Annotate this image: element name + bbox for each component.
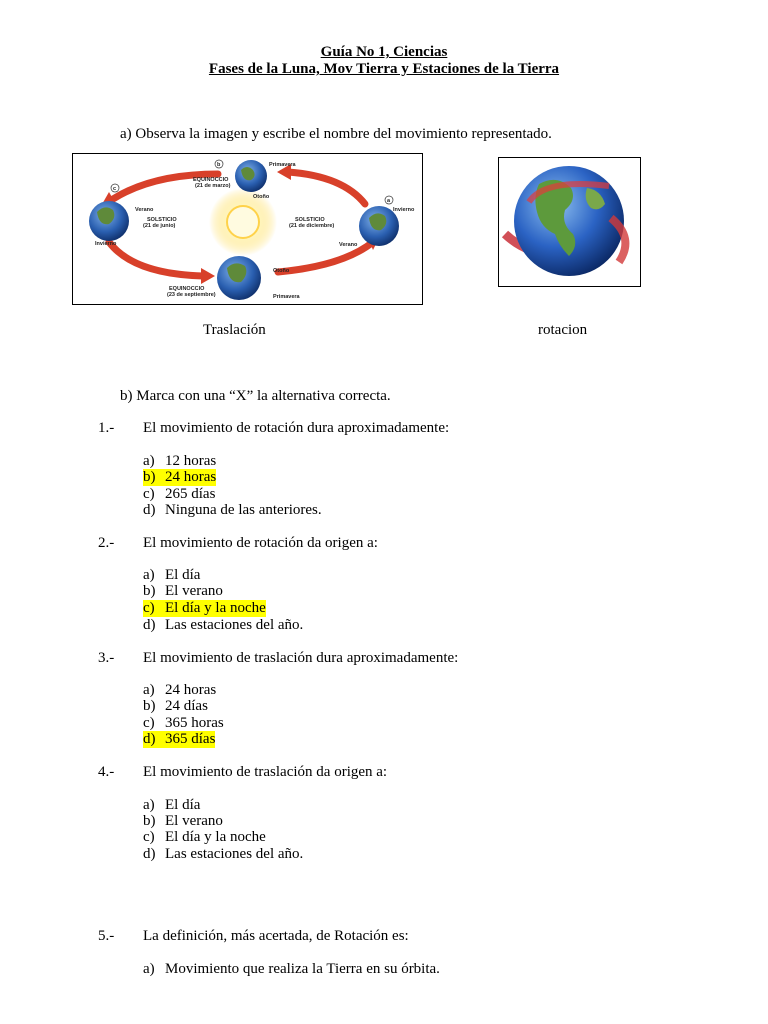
orbit-arrow-top-right [288, 172, 365, 204]
question-1-text: El movimiento de rotación dura aproximadamente: [143, 420, 450, 436]
question-4-option-b[interactable]: b) El verano [143, 813, 223, 829]
label-verano-right: Verano [339, 242, 358, 248]
label-c: c [113, 186, 117, 192]
earth-bottom-icon [217, 256, 261, 300]
label-invierno-right: Invierno [393, 207, 415, 213]
question-2-number: 2.- [98, 535, 115, 551]
answer-translation: Traslación [203, 322, 266, 338]
question-4-number: 4.- [98, 764, 115, 780]
earth-top-icon [235, 160, 267, 192]
question-1-option-a[interactable]: a) 12 horas [143, 453, 217, 469]
section-b-instruction: b) Marca con una “X” la alternativa correcta. [120, 388, 391, 404]
label-b: b [217, 162, 221, 168]
question-2-option-c[interactable]: c) El día y la noche [143, 600, 266, 616]
orbit-arrow-bottom-right [278, 242, 373, 272]
label-equinoccio-bottom-date: (23 de septiembre) [167, 292, 216, 298]
document-title: Guía No 1, Ciencias [320, 44, 448, 60]
question-3-text: El movimiento de traslación dura aproximadamente: [143, 650, 459, 666]
question-4-text: El movimiento de traslación da origen a: [143, 764, 388, 780]
question-2-option-b[interactable]: b) El verano [143, 583, 223, 599]
question-1-option-c[interactable]: c) 265 días [143, 486, 216, 502]
label-invierno-left: Invierno [95, 241, 117, 247]
label-equinoccio-top-date: (21 de marzo) [195, 183, 231, 189]
question-1-number: 1.- [98, 420, 115, 436]
label-solsticio-left-date: (21 de junio) [143, 223, 176, 229]
translation-diagram [72, 153, 423, 305]
rotation-image [498, 157, 641, 287]
label-solsticio-right: SOLSTICIO [295, 217, 325, 223]
label-solsticio-left: SOLSTICIO [147, 217, 177, 223]
question-5-text: La definición, más acertada, de Rotación es: [143, 928, 409, 944]
question-4-option-c[interactable]: c) El día y la noche [143, 829, 266, 845]
question-1-option-d[interactable]: d) Ninguna de las anteriores. [143, 502, 322, 518]
question-3-option-b[interactable]: b) 24 días [143, 698, 208, 714]
question-3-option-a[interactable]: a) 24 horas [143, 682, 217, 698]
orbit-arrow-bottom-left [109, 242, 203, 276]
label-primavera-top: Primavera [269, 162, 296, 168]
question-2-text: El movimiento de rotación da origen a: [143, 535, 378, 551]
document-subtitle: Fases de la Luna, Mov Tierra y Estaciones de la Tierra [208, 61, 560, 77]
question-1-option-b[interactable]: b) 24 horas [143, 469, 217, 485]
label-solsticio-right-date: (21 de diciembre) [289, 223, 335, 229]
label-otono-top: Otoño [253, 194, 270, 200]
earth-left-icon [89, 201, 129, 241]
question-3-number: 3.- [98, 650, 115, 666]
section-a-instruction: a) Observa la imagen y escribe el nombre del movimiento representado. [120, 126, 552, 142]
globe-icon [499, 158, 640, 286]
question-4-option-a[interactable]: a) El día [143, 797, 201, 813]
label-equinoccio-bottom: EQUINOCCIO [169, 286, 205, 292]
question-3-option-d[interactable]: d) 365 días [143, 731, 216, 747]
question-5-option-a[interactable]: a) Movimiento que realiza la Tierra en su órbita. [143, 961, 440, 977]
orbit-illustration [73, 154, 422, 304]
question-5-number: 5.- [98, 928, 115, 944]
question-3-option-c[interactable]: c) 365 horas [143, 715, 224, 731]
question-2-option-a[interactable]: a) El día [143, 567, 201, 583]
question-4-option-d[interactable]: d) Las estaciones del año. [143, 846, 304, 862]
label-equinoccio-top: EQUINOCCIO [193, 177, 229, 183]
answer-rotation: rotacion [538, 322, 588, 338]
question-2-option-d[interactable]: d) Las estaciones del año. [143, 617, 304, 633]
label-otono-bottom: Otoño [273, 268, 290, 274]
label-a: a [387, 198, 391, 204]
label-verano-left: Verano [135, 207, 154, 213]
label-primavera-bottom: Primavera [273, 294, 300, 300]
